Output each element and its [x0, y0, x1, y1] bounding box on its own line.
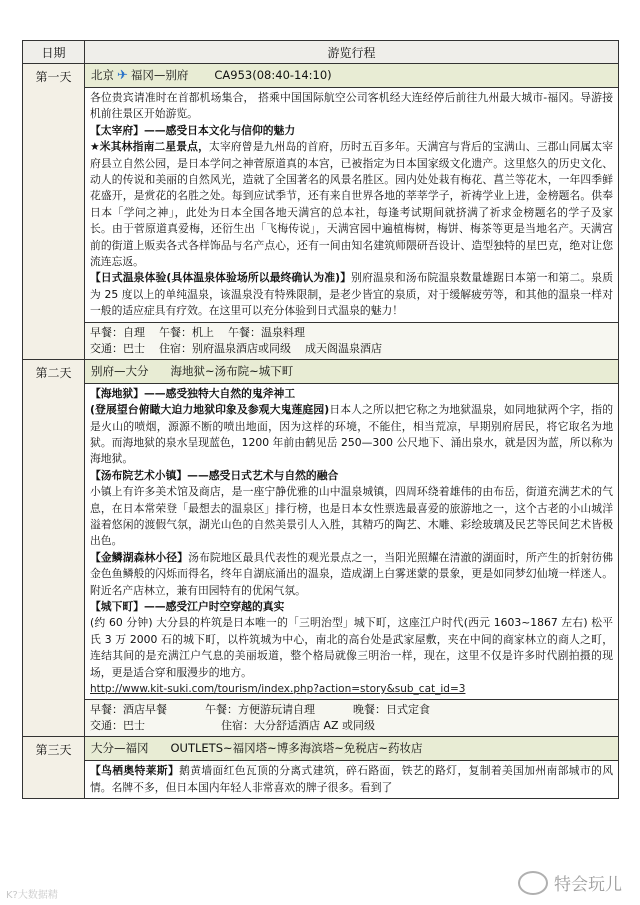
airplane-icon: ✈ [117, 68, 128, 83]
day2-link[interactable]: http://www.kit-suki.com/tourism/index.php?action=story&sub_cat_id=3 [90, 683, 466, 695]
day2-s2-title: 【汤布院艺术小镇】——感受日式艺术与自然的融合 [90, 468, 339, 482]
day1-route [85, 64, 619, 88]
day2-transport-line [90, 718, 613, 734]
hotel-label: 住宿： [159, 341, 192, 355]
itinerary-column-header: 游览行程 [85, 41, 619, 64]
day2-s3-text: 汤布院地区最具代表性的观光景点之一，当阳光照耀在清澈的湖面时，所产生的折射彷佛金色鱼鳞般的闪烁而得名，终年自湖底涌出的温泉，造成湖上白雾迷蒙的景象，更是如同梦幻仙境一样迷人。附近名产店林立，兼有田园特有的优闲气氛。 [90, 550, 614, 597]
lunch-value: 机上 [192, 325, 214, 339]
day2-section4-text: (约 60 分钟) 大分县的杵筑是日本唯一的「三明治型」城下町，这座江户时代(西元 1603~1867 左右) 松平氏 3 万 2000 石的城下町，以杵筑城为中心，南北的高台处是武家屋敷，夹在中间的商家林立的商人之町，连结其间的是充满江户气息的美丽坂道，整个格局就像三明治一样，现在，这里不仅是许多时代剧拍摄的现场，更是适合穿和服漫步的地方。 [90, 616, 613, 679]
day3-route-row [23, 737, 619, 761]
day1-route-row [23, 64, 619, 88]
hotel-label: 住宿： [221, 719, 254, 733]
day2-body-row [23, 383, 619, 700]
hotel-value: 大分舒适酒店 AZ 或同级 [254, 719, 376, 733]
day3-s1-text: 鹅黄墙面红色瓦顶的分离式建筑，碎石路面，铁艺的路灯，复制着美国加州南部城市的风情。名牌不多，但日本国内年轻人非常喜欢的牌子很多。看到了 [90, 764, 613, 794]
hotel-value: 别府温泉酒店或同级 [192, 341, 291, 355]
wechat-logo-icon [518, 871, 548, 895]
transport-label: 交通： [90, 341, 123, 355]
day1-section1 [90, 123, 613, 139]
day2-label: 第二天 [23, 359, 85, 737]
day2-section1 [90, 386, 613, 402]
day2-meal-line [90, 702, 613, 718]
breakfast-label: 早餐： [90, 703, 123, 717]
watermark-left: K?大数据精 [6, 890, 58, 901]
transport-value: 巴士 [123, 341, 145, 355]
dinner-label: 午餐： [228, 325, 261, 339]
breakfast-value: 酒店早餐 [123, 703, 167, 717]
watermark-right [518, 870, 622, 895]
lunch-label: 午餐： [159, 325, 192, 339]
day2-section2-text: 小镇上有许多美术馆及商店，是一座宁静优雅的山中温泉城镇，四周环绕着雄伟的由布岳，街道充满艺术的气息，在日本常荣登「最想去的温泉区」排行榜，也是日本女性票选最喜爱的旅游地之一，这个古老的小山城洋溢着悠闲的渡假气氛，湖光山色的自然美景引人入胜，其精巧的陶艺、木雕、彩绘玻璃及民艺等民间艺术皆极出色。 [90, 485, 613, 548]
day2-s1-title: 【海地狱】——感受独特大自然的鬼斧神工 [90, 386, 296, 400]
day3-label: 第三天 [23, 737, 85, 799]
day2-meals-row [23, 700, 619, 737]
day1-meals [85, 322, 619, 359]
itinerary-sheet [22, 40, 618, 799]
day1-s1-text: 太宰府曾是九州岛的首府，历时五百多年。天满宫与背后的宝满山、三郡山同属太宰府县立自然公园，是日本学问之神菅原道真的本宫，已被指定为日本国家级文化遗产。这里悠久的历史文化、动人的传说和美丽的自然风光，造就了全国著名的风景名胜区。园内处处栽有梅花、菖兰等花木，一年四季鲜花盛开，是赏花的名胜之处。每到应试季节，还有来自世界各地的莘莘学子，祈祷学业上进，金榜题名。供奉日本「学问之神」，此处为日本全国各地天满宫的总本社，每逢考试期间就挤满了祈求金榜题名的学子及家长。由于菅原道真爱梅，还衍生出「飞梅传说」，天满宫园中遍植梅树，梅饼、梅茶等更是当地名产。天满宫前的街道上贩卖各式各样饰品与名产点心，还有一间由知名建筑师隈研吾设计、造型独特的星巴克，绝对让您流连忘返。 [90, 140, 614, 269]
day2-s1-sub: (登展望台俯瞰大迫力地狱印象及参观大鬼莲庭园) [90, 403, 330, 417]
day1-body-row [23, 88, 619, 323]
day1-body [85, 88, 619, 323]
day3-body-row [23, 761, 619, 799]
day1-meal-line [90, 325, 613, 341]
transport-value: 巴士 [123, 719, 145, 733]
lunch-value: 方便游玩请自理 [238, 703, 315, 717]
day1-section2 [90, 270, 613, 319]
dinner-value: 温泉料理 [261, 325, 305, 339]
day1-transport-line [90, 341, 613, 357]
day2-route-row [23, 359, 619, 383]
day2-s3-title: 【金鳞湖森林小径】 [90, 550, 189, 564]
date-column-header: 日期 [23, 41, 85, 64]
dinner-label: 晚餐： [353, 703, 386, 717]
day3-route-sights: OUTLETS~福冈塔~博多海滨塔~免税店~药妆店 [170, 741, 423, 756]
dinner-value: 日式定食 [386, 703, 430, 717]
itinerary-table [22, 40, 619, 799]
day1-route-origin: 北京 [91, 68, 114, 82]
day3-body [85, 761, 619, 799]
day1-s1-title: 【太宰府】——感受日本文化与信仰的魅力 [90, 123, 296, 137]
day1-intro: 各位贵宾请准时在首都机场集合， 搭乘中国国际航空公司客机经大连经停后前往九州最大城市-福冈。导游接机前往景区开始游览。 [90, 91, 613, 121]
day2-s1-text: 日本人之所以把它称之为地狱温泉，如同地狱两个字，指的是火山的喷烟，源源不断的喷出地面，因为这样的环境，不能住，相当荒凉，早期别府居民，将它取名为地狱。而海地狱的泉水呈现蓝色，1200 年前由鹤见岳 250—300 公尺地下、涌出泉水，就是因为蓝，所以称为海地狱。 [90, 403, 613, 466]
day2-body [85, 383, 619, 700]
day1-s1-sub: ★米其林指南二星景点， [90, 140, 210, 154]
day1-s2-text: 别府温泉和汤布院温泉数量雄踞日本第一和第二。泉质为 25 度以上的单纯温泉，该温泉没有特殊限制，是老少皆宜的泉质，对于缓解疲劳等，和其他的温泉一样对一般的适应症具有疗效。在这里可以充分体验到日式温泉的魅力！ [90, 271, 613, 318]
day2-meals [85, 700, 619, 737]
day2-s4-title: 【城下町】——感受江户时空穿越的真实 [90, 599, 285, 613]
breakfast-label: 早餐： [90, 325, 123, 339]
day1-flight: CA953(08:40-14:10) [214, 68, 332, 82]
day1-route-dest: 福冈—别府 [130, 68, 189, 82]
hotel-alt-value: 成天阁温泉酒店 [305, 341, 382, 355]
day2-link-line [90, 681, 613, 697]
watermark-right-text: 特会玩儿 [554, 875, 622, 895]
day3-route-cities: 大分—福冈 [91, 741, 149, 756]
breakfast-value: 自理 [123, 325, 145, 339]
transport-label: 交通： [90, 719, 123, 733]
day1-meals-row [23, 322, 619, 359]
lunch-label: 午餐： [205, 703, 238, 717]
day2-section3 [90, 550, 613, 599]
day3-section1 [90, 763, 613, 796]
day2-route-sights: 海地狱~汤布院~城下町 [170, 363, 294, 378]
day2-section2 [90, 468, 613, 484]
table-header-row [23, 41, 619, 64]
day1-s2-title: 【日式温泉体验(具体温泉体验场所以最终确认为准)】 [90, 271, 352, 285]
day2-route-cities: 别府—大分 [91, 363, 149, 378]
day2-route [85, 359, 619, 383]
day2-section1-text [90, 402, 613, 468]
day3-s1-title: 【鸟栖奥特莱斯】 [90, 764, 180, 778]
day2-section4 [90, 599, 613, 615]
day1-label: 第一天 [23, 64, 85, 360]
day3-route [85, 737, 619, 761]
day1-section1-text [90, 139, 613, 270]
